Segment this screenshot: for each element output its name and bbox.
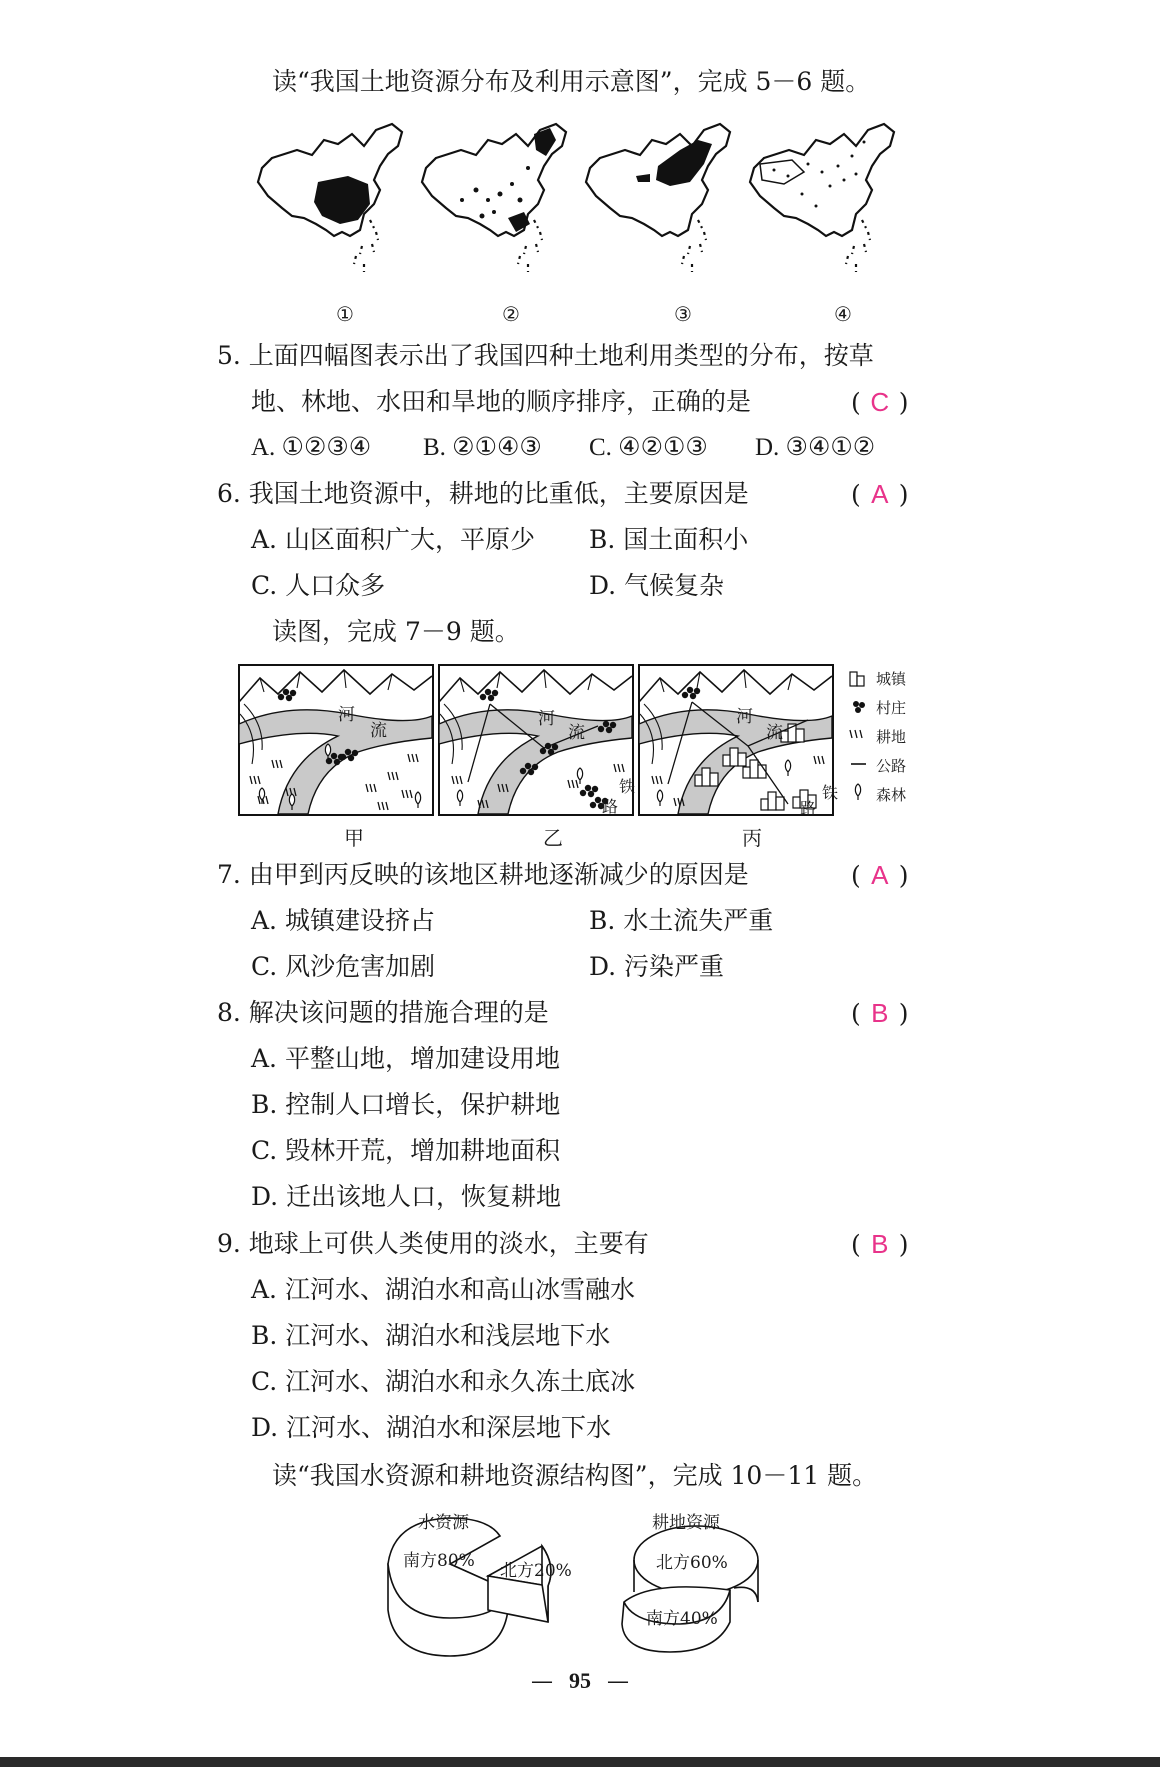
q9-option-d: D. 江河水、湖泊水和深层地下水	[251, 1413, 612, 1442]
legend-road: 公路	[876, 757, 907, 775]
scene-jia	[239, 665, 433, 815]
footer-dash-left: —	[531, 1669, 553, 1694]
q8-answer-box: ( B )	[851, 995, 931, 1032]
q7-option-b: B. 水土流失严重	[589, 906, 774, 935]
scene-yi	[439, 665, 636, 815]
q6-option-d: D. 气候复杂	[589, 571, 725, 600]
legend-icons	[848, 668, 874, 808]
q9-option-c: C. 江河水、湖泊水和永久冻土底冰	[251, 1367, 636, 1396]
village-icon	[853, 701, 865, 713]
q5-stem-line1: 5. 上面四幅图表示出了我国四种土地利用类型的分布，按草	[217, 341, 874, 370]
q5-stem-line2: 地、林地、水田和旱地的顺序排序，正确的是	[251, 387, 752, 416]
q5-option-a: A. ①②③④	[251, 434, 372, 461]
scene-bing-river-1: 河	[736, 707, 753, 727]
map-label-2: ②	[502, 302, 520, 326]
legend-forest: 森林	[876, 786, 907, 804]
q6-stem: 6. 我国土地资源中，耕地的比重低，主要原因是	[217, 479, 749, 508]
q5-option-d: D. ③④①②	[755, 434, 876, 461]
scene-yi-rail-2: 路	[602, 797, 619, 816]
q8-option-b: B. 控制人口增长，保护耕地	[251, 1090, 561, 1119]
map-label-4: ④	[834, 302, 852, 326]
china-land-use-maps	[248, 112, 908, 324]
section-intro-5-6: 读“我国土地资源分布及利用示意图”，完成 5－6 题。	[272, 67, 871, 96]
q7-stem: 7. 由甲到丙反映的该地区耕地逐渐减少的原因是	[217, 860, 749, 889]
land-pie-north-label: 北方60%	[656, 1553, 728, 1573]
scene-bing-rail-1: 铁	[822, 783, 839, 802]
footer-dash-right: —	[607, 1669, 629, 1694]
q9-answer: B	[871, 1229, 889, 1259]
q7-option-c: C. 风沙危害加剧	[251, 952, 436, 981]
map-label-3: ③	[674, 302, 692, 326]
land-use-change-figure	[238, 664, 842, 824]
scene-jia-river-1: 河	[338, 705, 355, 725]
q9-stem: 9. 地球上可供人类使用的淡水，主要有	[217, 1229, 649, 1258]
map-1	[258, 124, 402, 272]
scene-label-jia: 甲	[344, 826, 364, 850]
section-intro-7-9: 读图，完成 7－9 题。	[272, 617, 520, 646]
scene-bing-rail-2: 路	[800, 799, 817, 818]
scene-yi-rail-1: 铁	[619, 777, 636, 796]
q7-answer-box: ( A )	[851, 857, 931, 894]
q6-option-b: B. 国土面积小	[589, 525, 749, 554]
scene-label-bing: 丙	[742, 826, 762, 850]
q9-option-b: B. 江河水、湖泊水和浅层地下水	[251, 1321, 611, 1350]
q7-answer: A	[871, 860, 889, 890]
q5-answer: C	[870, 387, 890, 417]
scene-yi-river-1: 河	[538, 709, 555, 729]
farmland-icon	[850, 730, 862, 738]
section-intro-10-11: 读“我国水资源和耕地资源结构图”，完成 10－11 题。	[272, 1461, 878, 1490]
map-3	[586, 124, 730, 272]
q9-answer-box: ( B )	[851, 1226, 931, 1263]
page-number: 95	[569, 1668, 591, 1693]
q5-option-c: C. ④②①③	[589, 434, 708, 461]
forest-icon	[855, 784, 860, 800]
town-icon	[850, 672, 864, 686]
q9-option-a: A. 江河水、湖泊水和高山冰雪融水	[251, 1275, 635, 1304]
q8-option-c: C. 毁林开荒，增加耕地面积	[251, 1136, 561, 1165]
water-pie-south-label: 南方80%	[403, 1551, 475, 1571]
map-label-1: ①	[336, 302, 354, 326]
scene-label-yi: 乙	[543, 826, 563, 850]
q7-option-a: A. 城镇建设挤占	[251, 906, 435, 935]
map-4	[750, 124, 894, 272]
scene-bing	[639, 665, 833, 815]
q5-answer-box: ( C )	[851, 384, 931, 421]
scene-jia-river-2: 流	[370, 721, 387, 741]
land-pie-title: 耕地资源	[652, 1513, 720, 1533]
page-footer	[0, 1668, 1160, 1694]
q6-answer: A	[871, 479, 889, 509]
q6-answer-box: ( A )	[851, 476, 931, 513]
scene-bing-river-2: 流	[766, 723, 783, 743]
legend-town: 城镇	[876, 670, 907, 688]
q7-option-d: D. 污染严重	[589, 952, 725, 981]
q8-option-a: A. 平整山地，增加建设用地	[251, 1044, 560, 1073]
scene-yi-river-2: 流	[568, 723, 585, 743]
q6-option-c: C. 人口众多	[251, 571, 386, 600]
land-pie-south-label: 南方40%	[646, 1609, 718, 1629]
q8-stem: 8. 解决该问题的措施合理的是	[217, 998, 549, 1027]
q6-option-a: A. 山区面积广大，平原少	[251, 525, 535, 554]
legend-farmland: 耕地	[876, 728, 907, 746]
q5-option-b: B. ②①④③	[423, 434, 542, 461]
map-2	[422, 124, 566, 272]
bottom-edge-bar	[0, 1757, 1160, 1767]
water-pie-north-label: 北方20%	[500, 1561, 572, 1581]
q8-answer: B	[871, 998, 889, 1028]
q8-option-d: D. 迁出该地人口，恢复耕地	[251, 1182, 562, 1211]
water-pie-title: 水资源	[418, 1513, 469, 1533]
legend-village: 村庄	[876, 699, 907, 717]
